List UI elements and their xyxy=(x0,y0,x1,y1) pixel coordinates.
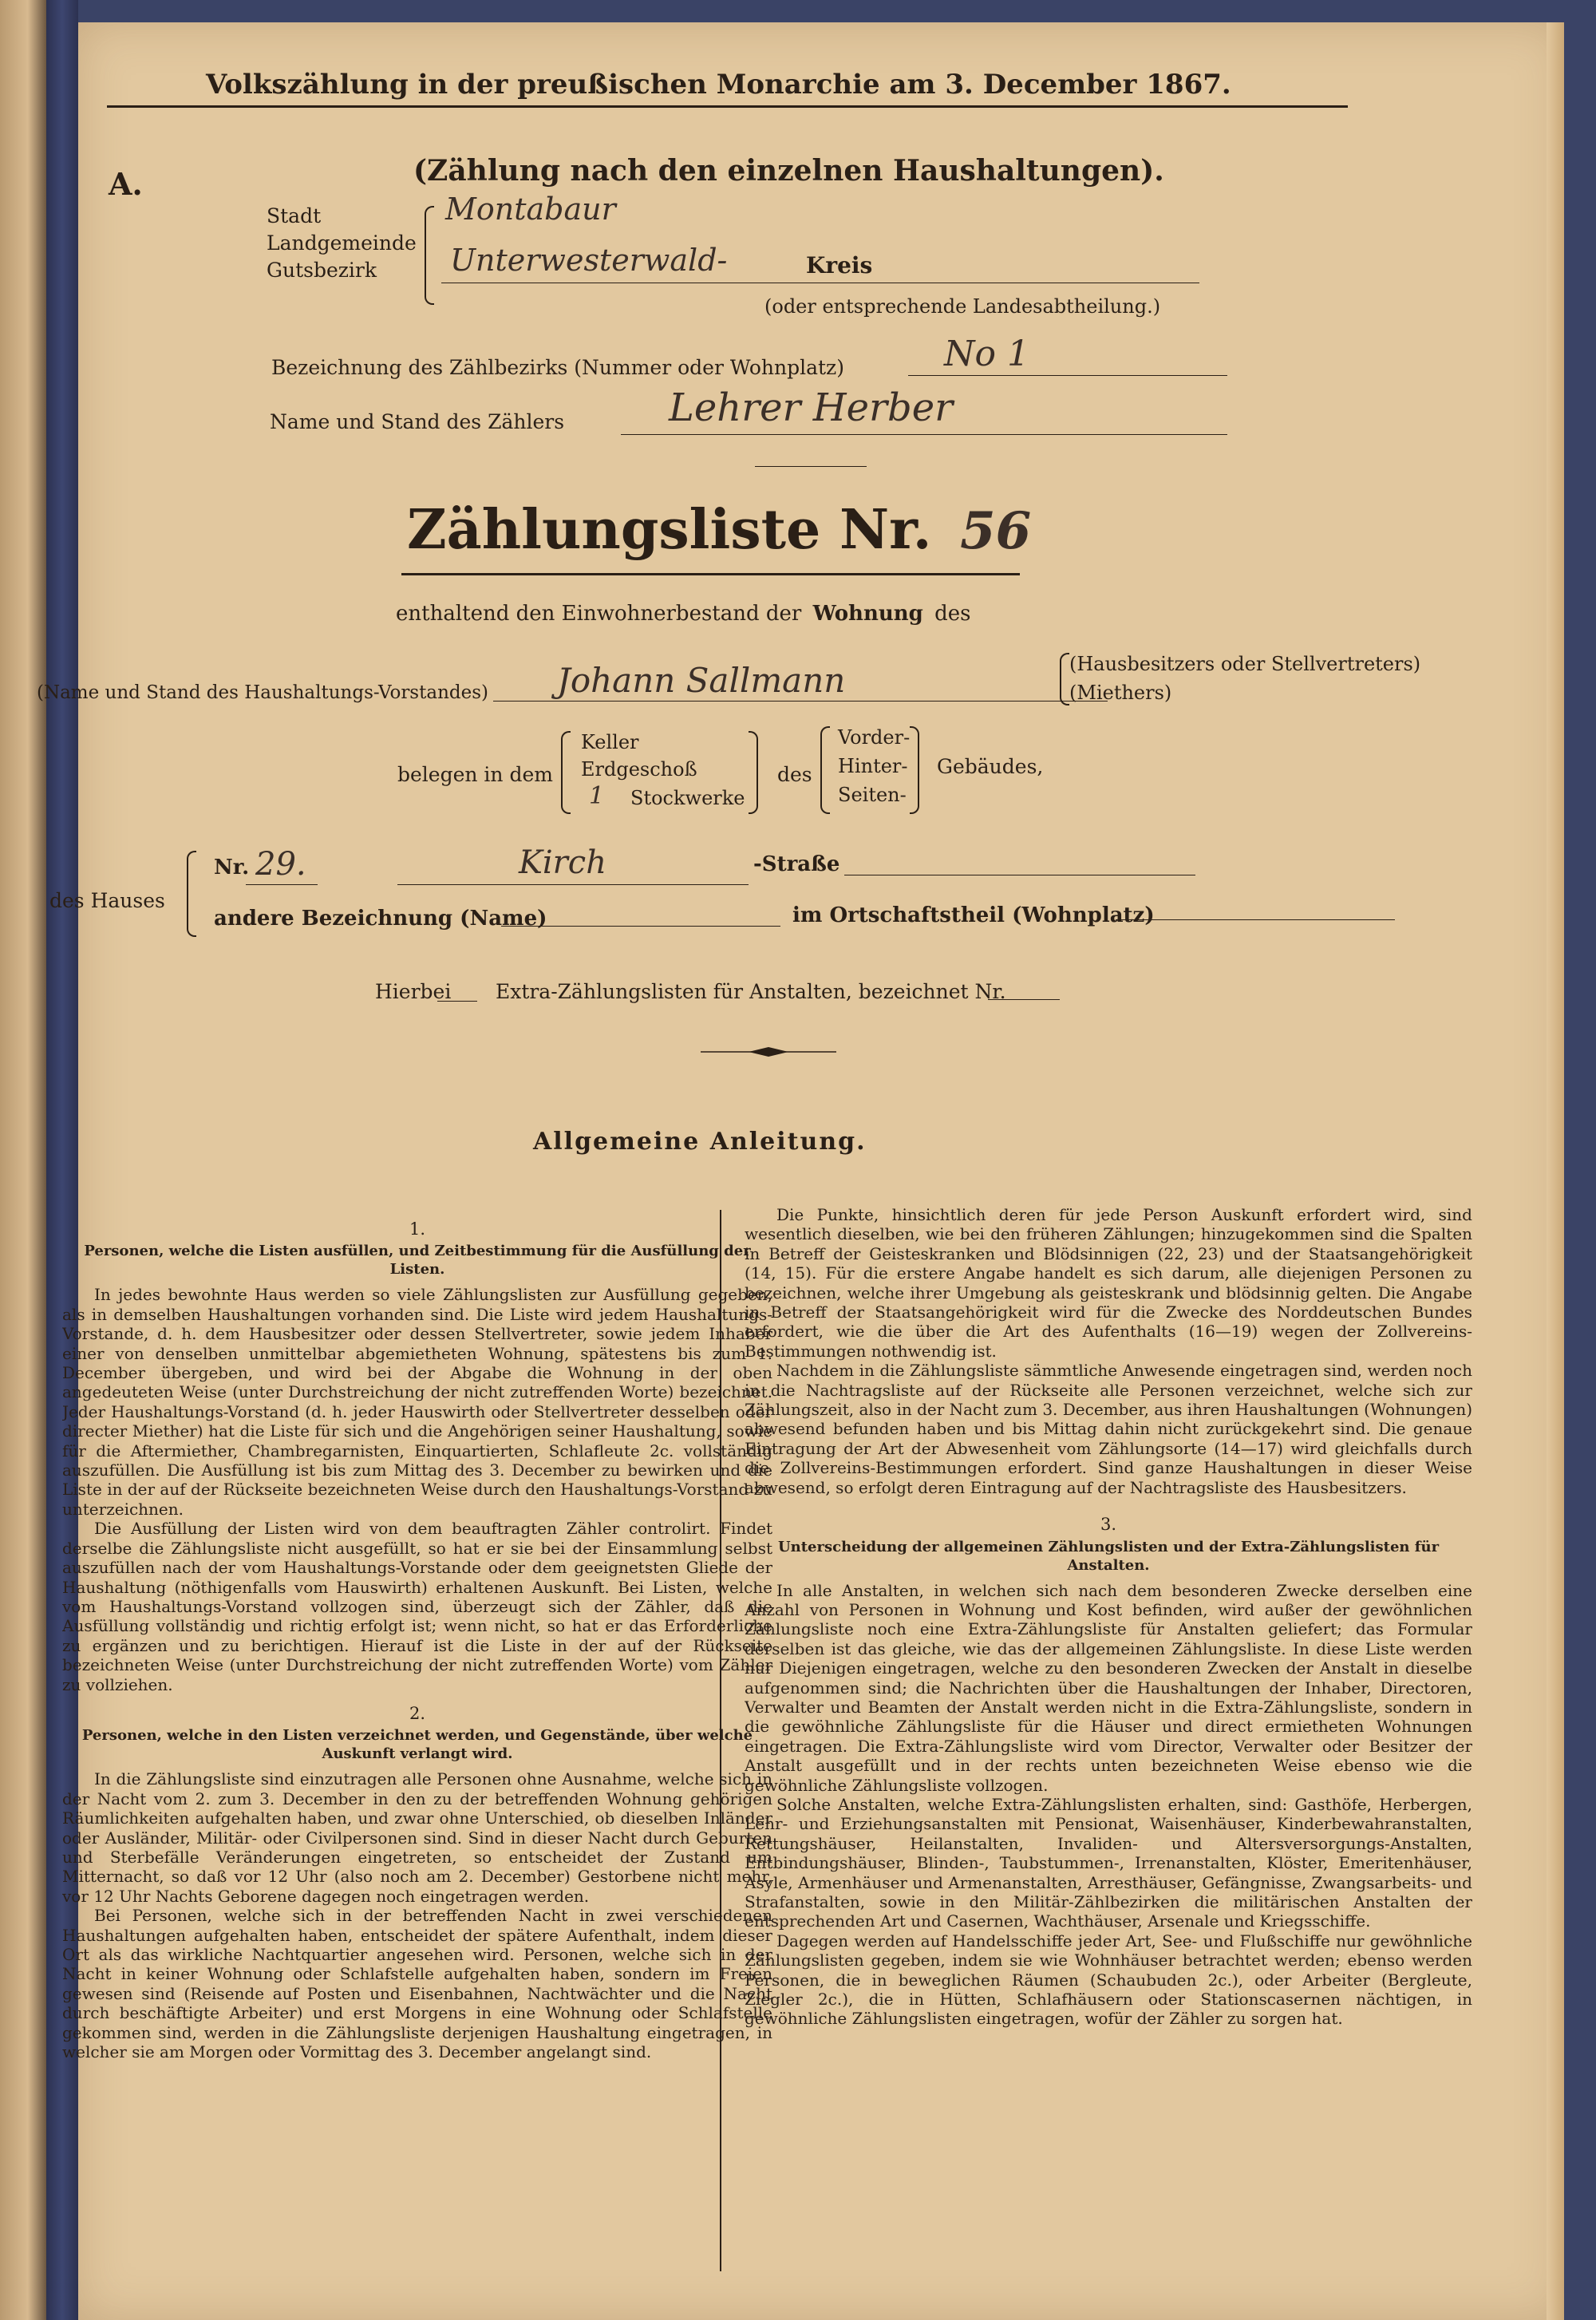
street-line xyxy=(397,884,749,885)
section-2-paragraph-2: Bei Personen, welche sich in der betreffenden Nacht in zwei verschiedenen Haushaltungen aufgehalten haben, entscheidet der spätere Aufenthalt, indem dieser Ort als das wirkliche Nachtquartier angesehen wird. Personen, welche sich in der Nacht in keiner Wohnung oder Schlafstelle aufgehalten haben, sondern im Freien gewesen sind (Reisende auf Posten und Eisenbahnen, Nachtwächter und die Nacht durch beschäftigte Arbeiter) und erst Morgens in eine Wohnung oder Schlafstelle gekommen sind, werden in die Zählungsliste derjenigen Haushaltung eingetragen, in welcher sie am Morgen oder Vormittag des 3. December angelangt sind. xyxy=(62,1906,772,2062)
instructions-right-column xyxy=(745,1205,1472,2275)
parts-bracket-right xyxy=(910,726,919,814)
column-divider xyxy=(720,1210,721,2271)
section-1-paragraph-2: Die Ausfüllung der Listen wird von dem beauftragten Zähler controlirt. Findet derselbe die Zählungsliste nicht ausgefüllt, so hat er sie bei der Einsammlung selbst auszufüllen nach der vom Haushaltungs-Vorstande oder dem geeignetsten Gliede der Haushaltung (nöthigenfalls vom Hauswirth) erhaltenen Auskunft. Bei Listen, welche vom Haushaltungs-Vorstand vollzogen sind, überzeugt sich der Zähler, daß die Ausfüllung vollständig und richtig erfolgt ist; wenn nicht, so hat er das Erforderliche zu ergänzen und zu berichtigen. Hierauf ist die Liste in der auf der Rückseite bezeichneten Weise (unter Durchstreichung der nicht zutreffenden Worte) vom Zähler zu vollziehen. xyxy=(62,1519,772,1694)
kreis-value: Unterwesterwald- xyxy=(450,243,728,278)
extra-line-1 xyxy=(437,1001,477,1002)
section-3-paragraph-1: In alle Anstalten, in welchen sich nach dem besonderen Zwecke derselben eine Anzahl von Personen in Wohnung und Kost befinden, wird außer der gewöhnlichen Zählungsliste noch eine Extra-Zählungsliste für Anstalten geliefert; das Formular derselben ist das gleiche, wie das der allgemeinen Zählungsliste. In diese Liste werden nur Diejenigen eingetragen, welche zu den besonderen Zwecken der Anstalt in dieselbe aufgenommen sind; die Nachrichten über die Haushaltungen der Inhaber, Directoren, Verwalter und Beamten der Anstalt werden nicht in die Extra-Zählungsliste, sondern in die gewöhnliche Zählungsliste für die Häuser und direct ermietheten Wohnungen eingetragen. Die Extra-Zählungsliste wird vom Director, Verwalter oder Besitzer der Anstalt ausgefüllt und in der rechts unten bezeichneten Weise ebenso wie die gewöhnliche Zählungsliste vollzogen. xyxy=(745,1580,1472,1795)
section-3-number: 3. xyxy=(1100,1515,1117,1535)
floors-bracket-left xyxy=(561,731,571,814)
house-district-label: im Ortschaftstheil (Wohnplatz) xyxy=(792,903,1155,927)
place-label-gutsbezirk: Gutsbezirk xyxy=(267,259,377,282)
counter-label: Name und Stand des Zählers xyxy=(270,410,565,433)
section-3-paragraph-2: Solche Anstalten, welche Extra-Zählungslisten erhalten, sind: Gasthöfe, Herbergen, Lehr- und Erziehungsanstalten mit Pensionat, Waisenhäuser, Kinderbewahranstalten, Rettungshäuser, Heilanstalten, Invaliden- und Altersversorgungs-Anstalten, Entbindungshäuser, Blinden-, Taubstummen-, Irrenanstalten, Klöster, Emeritenhäuser, Asyle, Armenhäuser und Armenanstalten, Arresthäuser, Gefängnisse, Zwangsarbeits- und Strafanstalten, sowie in den Militär-Zählbezirken die militärischen Anstalten der entsprechenden Art und Casernen, Wachthäuser, Arsenale und Kriegsschiffe. xyxy=(745,1794,1472,1931)
head-role-bracket xyxy=(1060,653,1069,705)
right-intro-paragraph-2: Nachdem in die Zählungsliste sämmtliche Anwesende eingetragen sind, werden noch in die Nachtragsliste auf der Rückseite alle Personen verzeichnet, welche sich zur Zählungszeit, also in der Nacht zum 3. December, aus ihren Haushaltungen (Wohnungen) abwesend befunden haben und bis Mittag dahin nicht zurückgekehrt sind. Die genaue Eintragung der Art der Abwesenheit vom Zählungsorte (14—17) wird gleichfalls durch die Zollvereins-Bestimmungen erfordert. Sind ganze Haushaltungen in dieser Weise abwesend, so erfolgt deren Eintragung auf der Nachtragsliste des Hausbesitzers. xyxy=(745,1361,1472,1497)
extra-line-2 xyxy=(988,999,1060,1000)
section-2-number: 2. xyxy=(409,1703,426,1723)
section-1-heading: Personen, welche die Listen ausfüllen, und Zeitbestimmung für die Ausfüllung der Listen. xyxy=(84,1243,751,1279)
section-1-number: 1. xyxy=(409,1219,426,1239)
district-value: No 1 xyxy=(944,334,1029,374)
list-title xyxy=(407,498,1031,562)
list-subtitle-pre: enthaltend den Einwohnerbestand der xyxy=(396,602,802,626)
location-des: des xyxy=(777,763,812,786)
section-3-paragraph-3: Dagegen werden auf Handelsschiffe jeder Art, See- und Flußschiffe nur gewöhnliche Zählungslisten gegeben, indem sie wie Wohnhäuser betrachtet werden; ebenso werden Personen, die in beweglichen Räumen (Schaubuden 2c.), oder Arbeiter (Bergleute, Ziegler 2c.), die in Hütten, Schlafhäusern oder Stationscasernen nächtigen, in gewöhnliche Zählungslisten eingetragen, wofür der Zähler zu sorgen hat. xyxy=(745,1931,1472,2029)
ornament-divider xyxy=(701,1044,836,1060)
page-edge xyxy=(1547,22,1564,2320)
head-label: (Name und Stand des Haushaltungs-Vorstandes) xyxy=(37,682,488,703)
list-subtitle-post: des xyxy=(934,602,971,626)
floor-keller: Keller xyxy=(581,731,639,753)
house-bracket xyxy=(187,851,196,937)
section-3-heading: Unterscheidung der allgemeinen Zählungslisten und der Extra-Zählungslisten für Anstalten. xyxy=(777,1538,1440,1574)
instructions-title: Allgemeine Anleitung. xyxy=(533,1128,867,1156)
house-nr-value: 29. xyxy=(255,846,306,883)
house-other-line xyxy=(501,926,780,927)
head-value: Johann Sallmann xyxy=(557,661,846,700)
floor-number: 1 xyxy=(589,782,605,810)
place-label-landgemeinde: Landgemeinde xyxy=(267,231,417,255)
house-nr-line xyxy=(246,884,318,885)
title-underline xyxy=(107,105,1348,108)
head-line xyxy=(493,701,1108,702)
instructions-left-column xyxy=(62,1215,772,2276)
section-2-heading: Personen, welche in den Listen verzeichnet werden, und Gegenstände, über welche Auskunft verlangt wird. xyxy=(81,1727,753,1763)
street-value: Kirch xyxy=(519,844,606,881)
floor-erdgeschoss: Erdgeschoß xyxy=(581,758,697,781)
short-divider xyxy=(755,466,867,467)
place-value: Montabaur xyxy=(445,192,616,227)
district-line xyxy=(908,375,1227,376)
counter-line xyxy=(621,434,1227,435)
house-nr-label: Nr. xyxy=(214,856,250,879)
parts-bracket-left xyxy=(820,726,830,814)
floor-stockwerke: Stockwerke xyxy=(630,787,745,809)
list-subtitle xyxy=(396,602,970,626)
list-title-text: Zählungsliste Nr. xyxy=(407,498,932,562)
head-role-2: (Miethers) xyxy=(1069,682,1172,704)
kreis-note: (oder entsprechende Landesabtheilung.) xyxy=(764,295,1161,318)
census-form-page xyxy=(37,22,1564,2320)
extra-lists-text: Hierbei Extra-Zählungslisten für Anstalten, bezeichnet Nr. xyxy=(375,980,1006,1003)
right-intro-paragraph-1: Die Punkte, hinsichtlich deren für jede Person Auskunft erfordert wird, sind wesentlich dieselben, wie bei den früheren Zählungen; hinzugekommen sind die Spalten in Betreff der Geisteskranken und Blödsinnigen (22, 23) und der Staatsangehörigkeit (14, 15). Für die erstere Angabe handelt es sich darum, alle diejenigen Personen zu bezeichnen, welche ihrer Umgebung als geisteskrank und blödsinnig gelten. Die Angabe in Betreff der Staatsangehörigkeit wird für die Zwecke des Norddeutschen Bundes erfordert, wie die über die Art des Aufenthalts (16—19) wegen der Zollvereins-Bestimmungen nothwendig ist. xyxy=(745,1205,1472,1361)
head-role-1: (Hausbesitzers oder Stellvertreters) xyxy=(1069,653,1421,675)
house-label: des Hauses xyxy=(49,889,165,912)
section-1-paragraph-1: In jedes bewohnte Haus werden so viele Zählungslisten zur Ausfüllung gegeben, als in demselben Haushaltungen vorhanden sind. Die Liste wird jedem Haushaltungs-Vorstande, d. h. dem Hausbesitzer oder dessen Stellvertreter, sowie jedem Inhaber einer von denselben unmittelbar abgemietheten Wohnung, spätestens bis zum 1. December übergeben, und wird bei der Abgabe die Wohnung in der oben angedeuteten Weise (unter Durchstreichung der nicht zutreffenden Worte) bezeichnet. Jeder Haushaltungs-Vorstand (d. h. jeder Hauswirth oder Stellvertreter desselben oder directer Miether) hat die Liste für sich und die Angehörigen seiner Haushaltung, sowie für die Aftermiether, Chambregarnisten, Einquartierten, Schlafleute 2c. vollständig auszufüllen. Die Ausfüllung ist bis zum Mittag des 3. December zu bewirken und die Liste in der auf der Rückseite bezeichneten Weise durch den Haushaltungs-Vorstand zu unterzeichnen. xyxy=(62,1285,772,1519)
location-suffix: Gebäudes, xyxy=(937,755,1044,778)
page-title: Volkszählung in der preußischen Monarchie am 3. December 1867. xyxy=(206,69,1231,101)
form-letter: A. xyxy=(109,166,143,202)
section-2-paragraph-1: In die Zählungsliste sind einzutragen alle Personen ohne Ausnahme, welche sich in der Nacht vom 2. zum 3. December in den zu der betreffenden Wohnung gehörigen Räumlichkeiten aufgehalten haben, und zwar ohne Unterschied, ob dieselben Inländer oder Ausländer, Militär- oder Civilpersonen sind. Sind in dieser Nacht durch Geburten und Sterbefälle Veränderungen eingetreten, so entscheidet der Zustand um Mitternacht, so daß vor 12 Uhr (also noch am 2. December) Gestorbene nicht mehr, vor 12 Uhr Nachts Geborene dagegen noch eingetragen werden. xyxy=(62,1769,772,1906)
floors-bracket-right xyxy=(749,731,758,814)
kreis-label: Kreis xyxy=(806,252,873,279)
place-label-stadt: Stadt xyxy=(267,204,322,227)
house-district-line xyxy=(1116,919,1395,920)
left-page-edge xyxy=(0,0,46,2320)
place-bracket xyxy=(425,206,434,305)
street-label: -Straße xyxy=(753,852,840,876)
list-number: 56 xyxy=(960,501,1032,561)
part-seiten: Seiten- xyxy=(838,784,907,806)
part-hinter: Hinter- xyxy=(838,755,908,777)
house-other-label: andere Bezeichnung (Name) xyxy=(214,907,547,931)
form-subtitle: (Zählung nach den einzelnen Haushaltungen). xyxy=(413,154,1164,188)
counter-value: Lehrer Herber xyxy=(669,385,954,430)
list-subtitle-bold: Wohnung xyxy=(812,602,923,626)
part-vorder: Vorder- xyxy=(838,726,911,749)
list-title-underline xyxy=(401,573,1020,575)
district-label: Bezeichnung des Zählbezirks (Nummer oder Wohnplatz) xyxy=(271,356,844,379)
location-prefix: belegen in dem xyxy=(397,763,553,786)
